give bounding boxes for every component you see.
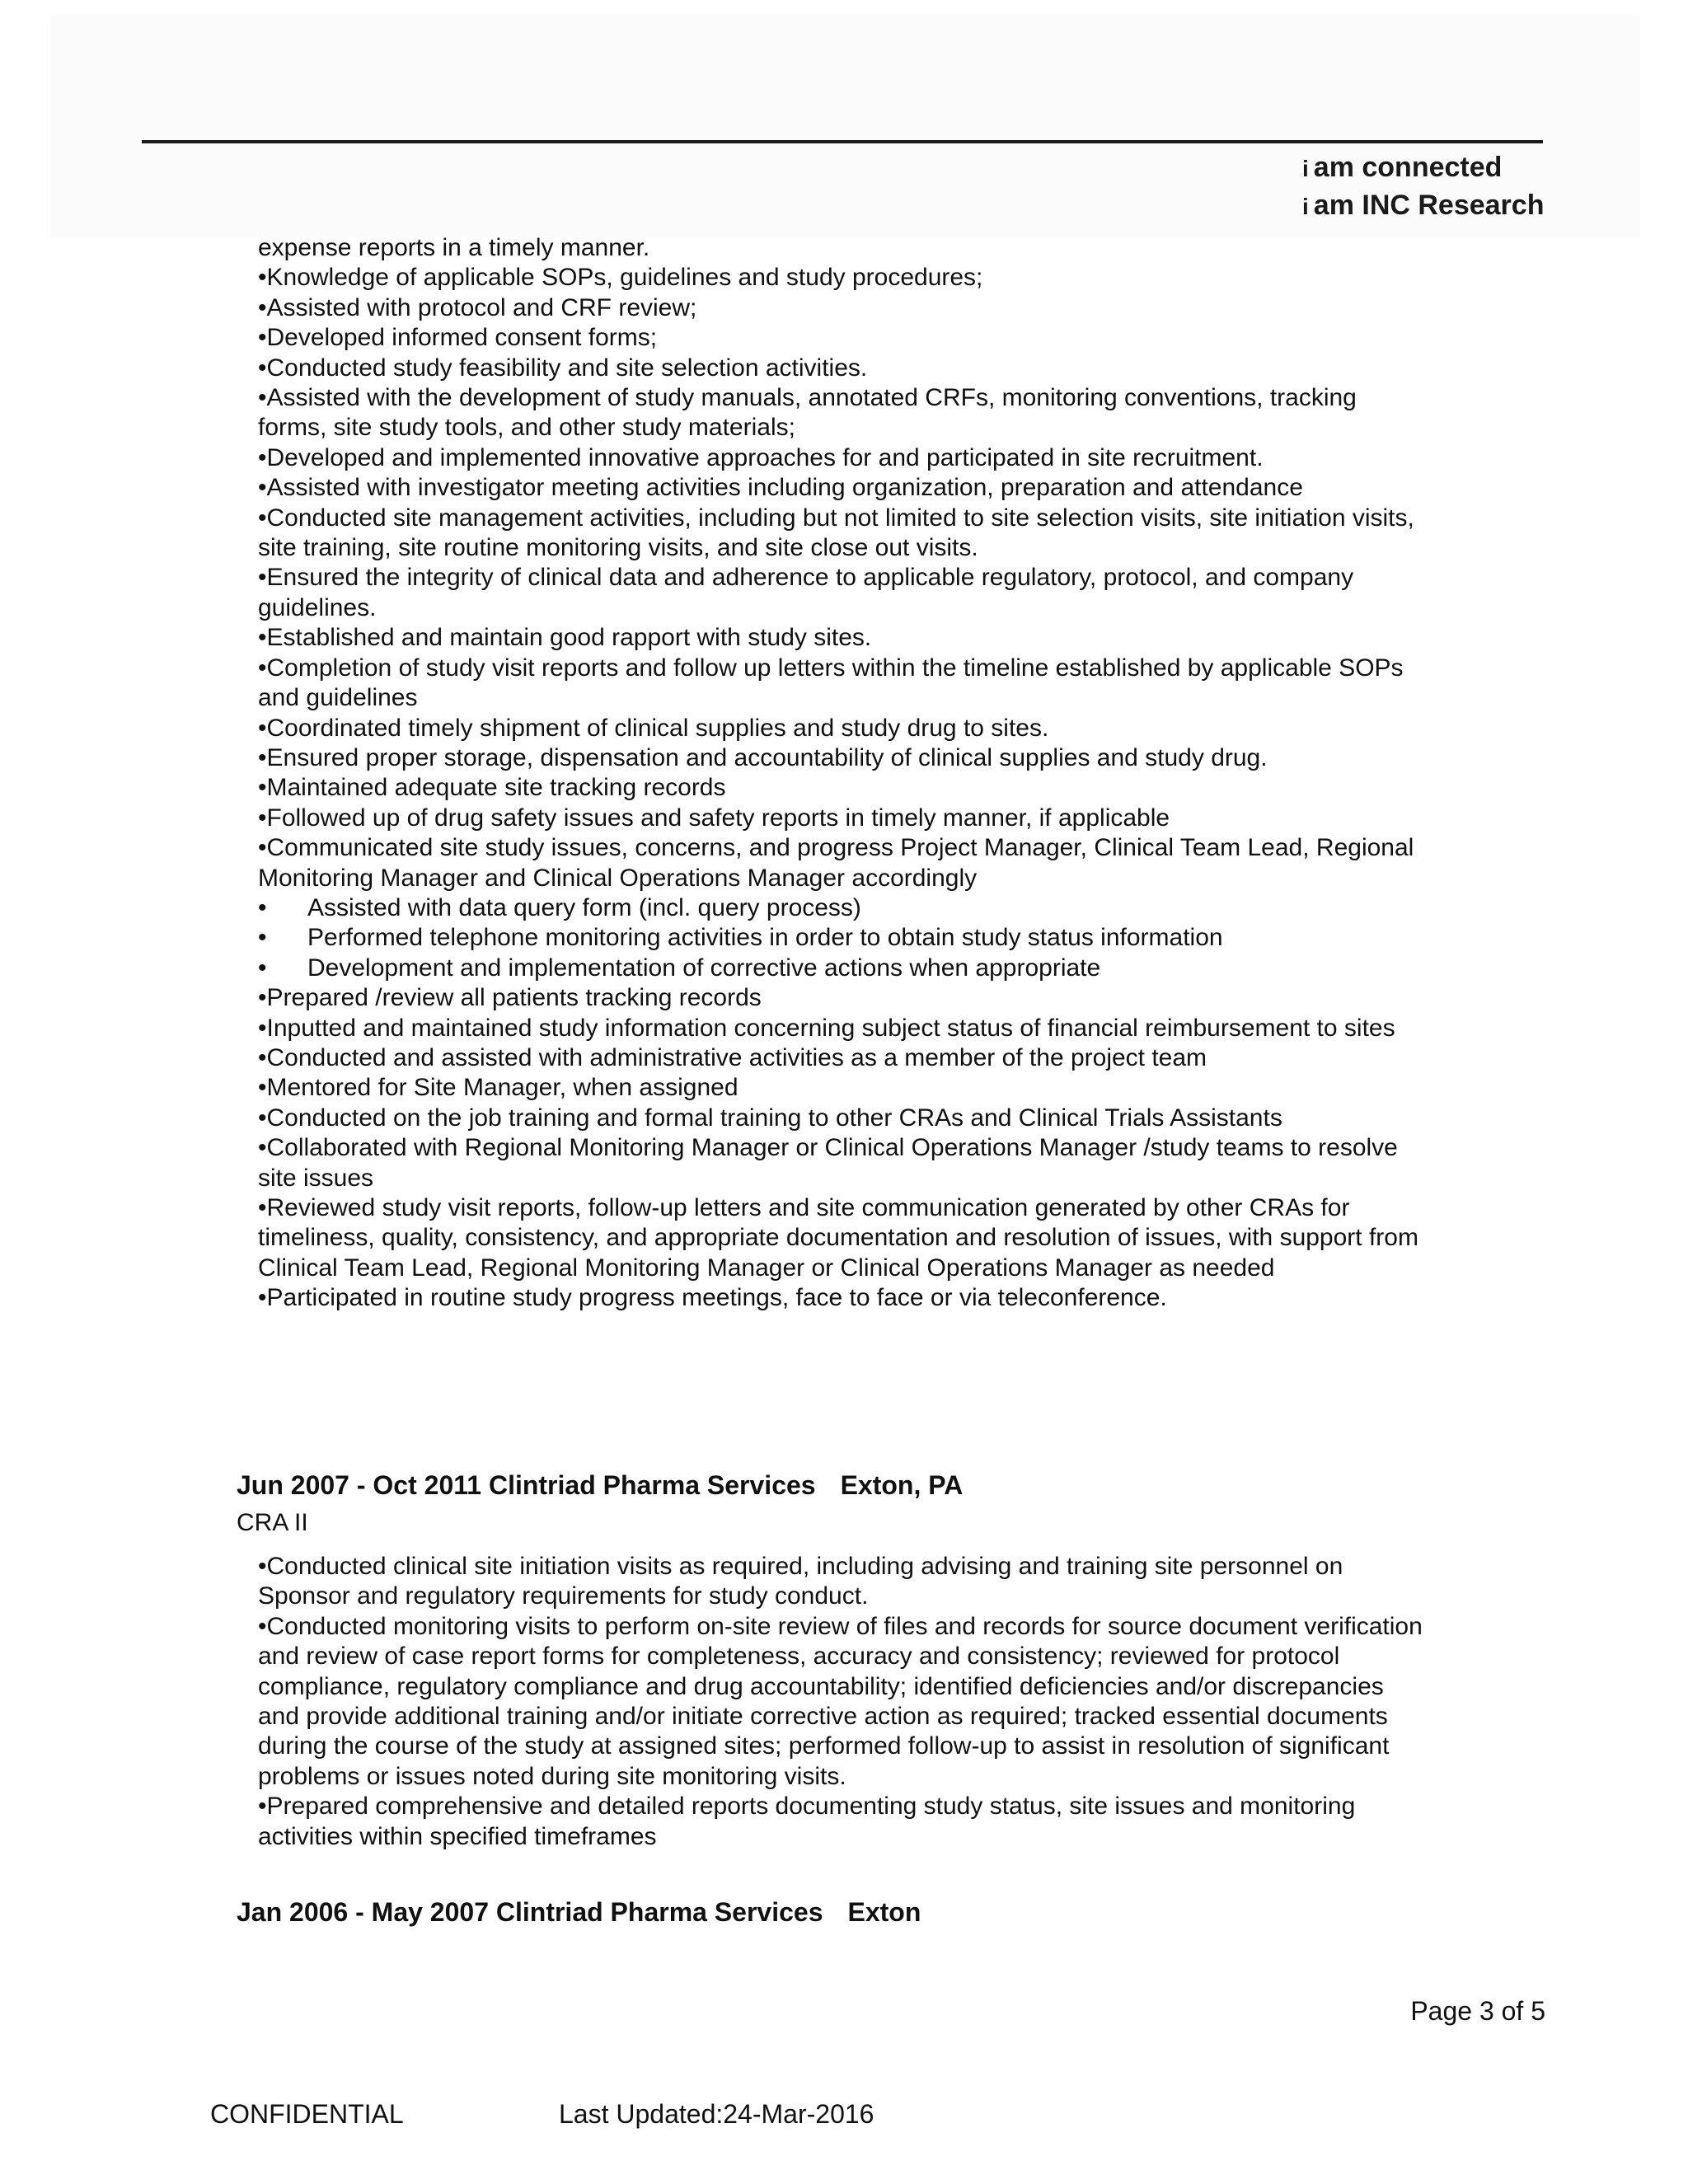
text-line: and review of case report forms for completeness, accuracy and consistency; reviewed for protocol: [258, 1643, 1340, 1671]
text-line: •Developed and implemented innovative approaches for and participated in site recruitment.: [258, 443, 1264, 471]
job-location: Exton: [847, 1897, 921, 1927]
tagline-connected: [1302, 148, 1550, 188]
job2-duties: [258, 1552, 1544, 1852]
text-line: compliance, regulatory compliance and drug accountability; identified deficiencies and/or discrepancies: [258, 1672, 1384, 1700]
bullet-dot: •: [258, 893, 267, 921]
bullet-dot: •: [258, 924, 267, 952]
job-dates-employer: Jan 2006 - May 2007 Clintriad Pharma Services: [237, 1897, 823, 1927]
text-line: •Conducted study feasibility and site selection activities.: [258, 354, 868, 382]
text-line: •Prepared /review all patients tracking records: [258, 984, 762, 1012]
text-line: •Knowledge of applicable SOPs, guidelines and study procedures;: [258, 264, 983, 292]
job-heading-2007: [237, 1469, 963, 1502]
job-title: CRA II: [237, 1509, 308, 1536]
text-line: •Communicated site study issues, concerns, and progress Project Manager, Clinical Team Lead, Regional: [258, 834, 1414, 862]
text-line: •Assisted with the development of study manuals, annotated CRFs, monitoring conventions, tracking: [258, 384, 1357, 412]
tagline-company: [1302, 186, 1550, 226]
text-line: Monitoring Manager and Clinical Operations Manager accordingly: [258, 864, 978, 892]
text-line: guidelines.: [258, 593, 377, 621]
text-line: •Collaborated with Regional Monitoring Manager or Clinical Operations Manager /study teams to resolve: [258, 1134, 1398, 1162]
text-line: •Assisted with protocol and CRF review;: [258, 293, 697, 321]
bullet-text: Assisted with data query form (incl. query process): [307, 893, 861, 921]
job-heading-2006: [237, 1896, 921, 1929]
indented-bullet-item: [258, 923, 1544, 953]
text-line: site training, site routine monitoring visits, and site close out visits.: [258, 534, 978, 562]
text-line: •Mentored for Site Manager, when assigned: [258, 1074, 738, 1102]
tagline-text-2: am INC Research: [1313, 190, 1545, 221]
text-line: •Assisted with investigator meeting activities including organization, preparation and attendance: [258, 474, 1303, 502]
page-number: Page 3 of 5: [1410, 1996, 1545, 2026]
text-line: •Reviewed study visit reports, follow-up letters and site communication generated by other CRAs for: [258, 1194, 1350, 1221]
text-line: site issues: [258, 1164, 374, 1192]
tagline-mark: i: [1302, 156, 1309, 181]
text-line: •Conducted and assisted with administrative activities as a member of the project team: [258, 1043, 1207, 1071]
text-line: during the course of the study at assigned sites; performed follow-up to assist in resolution of significant: [258, 1732, 1390, 1760]
bullet-dot: •: [258, 954, 267, 982]
text-line: •Conducted monitoring visits to perform on-site review of files and records for source document verification: [258, 1612, 1423, 1640]
text-line: activities within specified timeframes: [258, 1822, 657, 1850]
text-line: •Coordinated timely shipment of clinical supplies and study drug to sites.: [258, 714, 1049, 742]
text-line: •Developed informed consent forms;: [258, 324, 658, 352]
indented-bullet-item: [258, 954, 1544, 983]
text-line: timeliness, quality, consistency, and appropriate documentation and resolution of issues, with support from: [258, 1224, 1418, 1252]
text-line: Clinical Team Lead, Regional Monitoring Manager or Clinical Operations Manager as needed: [258, 1254, 1275, 1282]
text-line: Sponsor and regulatory requirements for study conduct.: [258, 1582, 869, 1610]
text-line: •Participated in routine study progress meetings, face to face or via teleconference.: [258, 1284, 1167, 1312]
bullet-text: Development and implementation of corrective actions when appropriate: [307, 954, 1101, 982]
text-line: •Followed up of drug safety issues and safety reports in timely manner, if applicable: [258, 804, 1170, 832]
indented-bullet-item: [258, 893, 1544, 923]
text-line: •Ensured the integrity of clinical data and adherence to applicable regulatory, protocol, and company: [258, 564, 1354, 592]
text-line: forms, site study tools, and other study materials;: [258, 414, 795, 442]
tagline-mark: i: [1302, 194, 1309, 219]
footer-confidential: CONFIDENTIAL: [210, 2099, 404, 2129]
job-dates-employer: Jun 2007 - Oct 2011 Clintriad Pharma Services: [237, 1470, 816, 1500]
text-line: •Conducted on the job training and formal training to other CRAs and Clinical Trials Assistants: [258, 1104, 1282, 1132]
responsibilities-list: [258, 233, 1544, 1314]
text-line: problems or issues noted during site monitoring visits.: [258, 1762, 846, 1790]
text-line: •Prepared comprehensive and detailed reports documenting study status, site issues and monitoring: [258, 1793, 1356, 1821]
tagline-text-1: am connected: [1313, 152, 1503, 183]
text-line: •Established and maintain good rapport with study sites.: [258, 624, 872, 652]
text-line: •Conducted clinical site initiation visits as required, including advising and training site personnel on: [258, 1553, 1343, 1580]
job-location: Exton, PA: [840, 1470, 964, 1500]
text-line: and provide additional training and/or initiate corrective action as required; tracked essential documents: [258, 1703, 1388, 1731]
text-line: •Completion of study visit reports and follow up letters within the timeline established by applicable SOPs: [258, 654, 1404, 682]
bullet-text: Performed telephone monitoring activities in order to obtain study status information: [307, 924, 1223, 952]
text-line: expense reports in a timely manner.: [258, 234, 650, 261]
text-line: •Ensured proper storage, dispensation and accountability of clinical supplies and study drug.: [258, 743, 1268, 771]
footer-last-updated: Last Updated:24-Mar-2016: [559, 2099, 874, 2129]
header-rule: [142, 140, 1543, 143]
text-line: •Conducted site management activities, including but not limited to site selection visits, site initiation visits,: [258, 504, 1414, 532]
text-line: •Inputted and maintained study information concerning subject status of financial reimbursement to sites: [258, 1014, 1395, 1042]
text-line: and guidelines: [258, 684, 418, 712]
text-line: •Maintained adequate site tracking records: [258, 774, 726, 802]
